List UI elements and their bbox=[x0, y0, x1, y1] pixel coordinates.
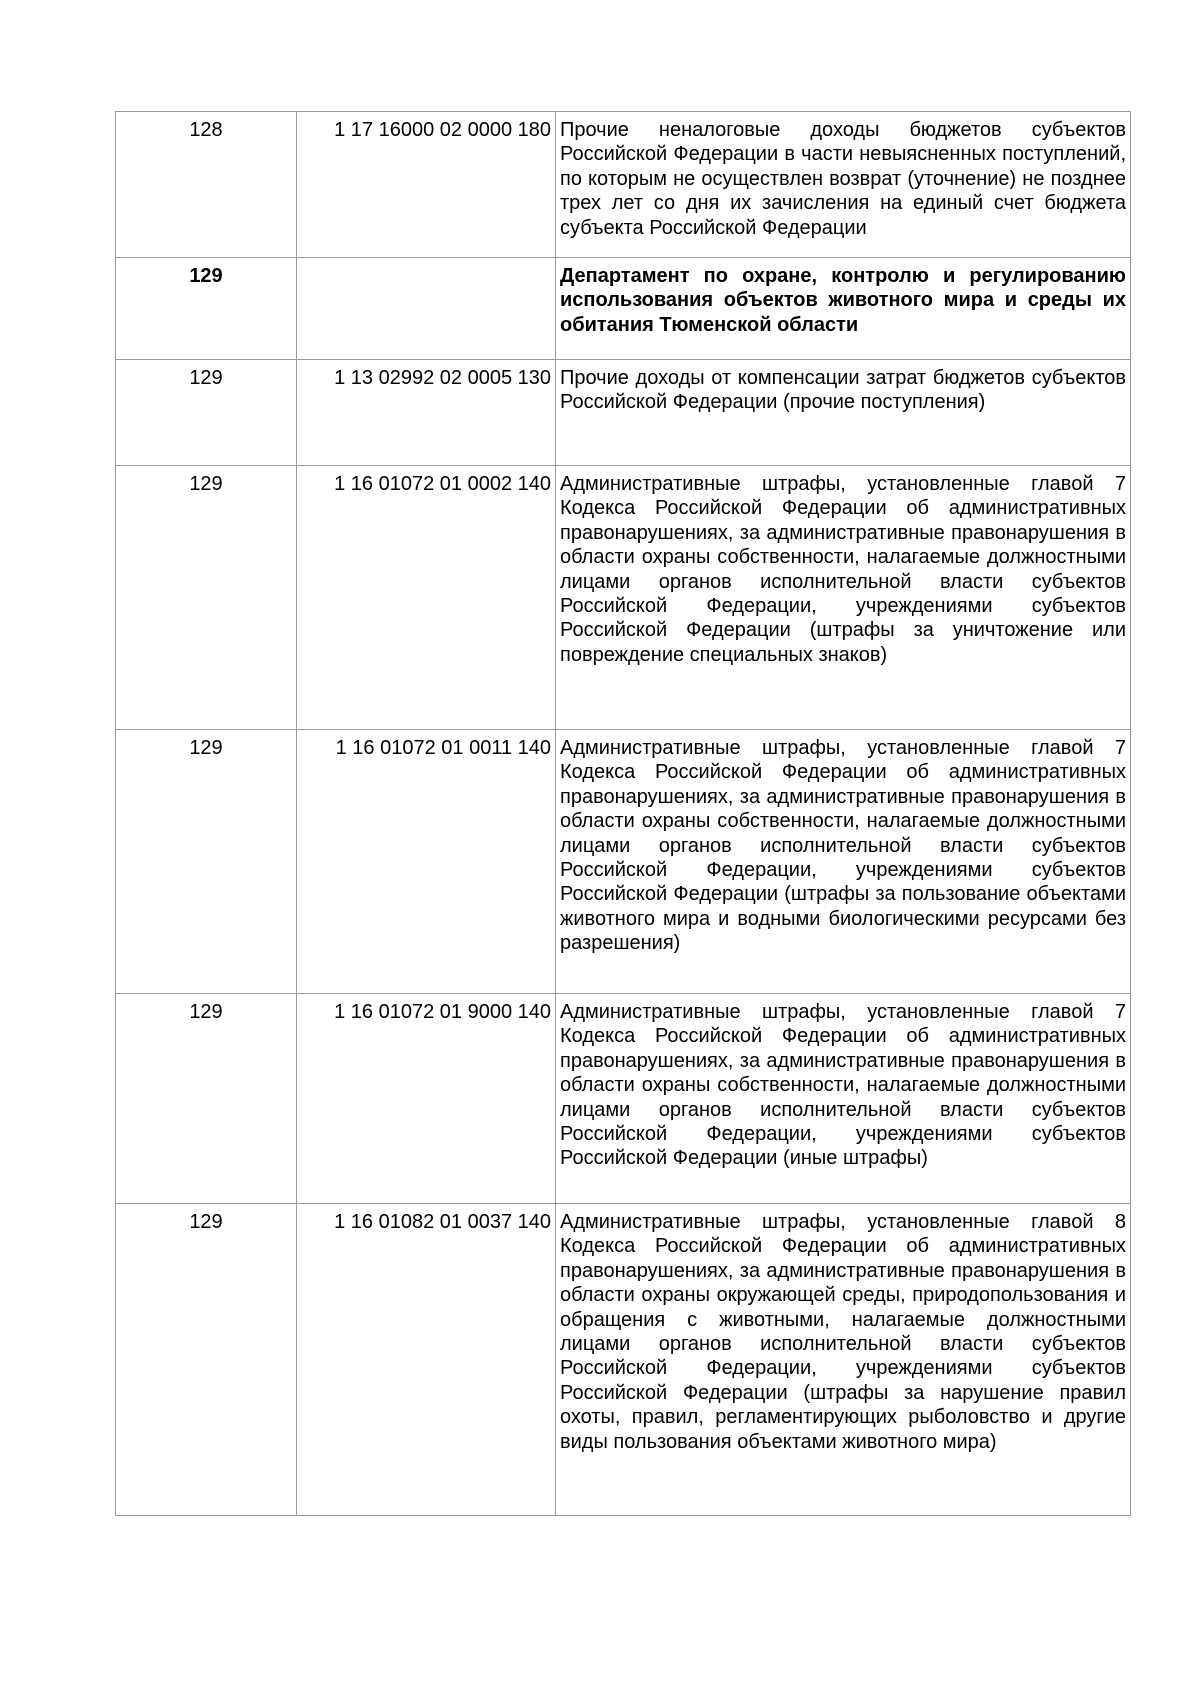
revenue-code-cell: 1 13 02992 02 0005 130 bbox=[297, 360, 556, 466]
revenue-code-cell: 1 17 16000 02 0000 180 bbox=[297, 112, 556, 258]
admin-code-cell: 129 bbox=[116, 730, 297, 994]
table-row bbox=[116, 360, 1131, 466]
revenue-code-cell bbox=[297, 258, 556, 360]
admin-code-cell: 129 bbox=[116, 466, 297, 730]
revenue-code-cell: 1 16 01072 01 0011 140 bbox=[297, 730, 556, 994]
revenue-code-cell: 1 16 01072 01 0002 140 bbox=[297, 466, 556, 730]
description-cell: Прочие неналоговые доходы бюджетов субъектов Российской Федерации в части невыясненных поступлений, по которым не осуществлен возврат (уточнение) не позднее трех лет со дня их зачисления на единый счет бюджета субъекта Российской Федерации bbox=[556, 112, 1131, 258]
admin-code-cell: 129 bbox=[116, 258, 297, 360]
description-cell: Административные штрафы, установленные главой 7 Кодекса Российской Федерации об административных правонарушениях, за административные правонарушения в области охраны собственности, налагаемые должностными лицами органов исполнительной власти субъектов Российской Федерации, учреждениями субъектов Российской Федерации (штрафы за уничтожение или повреждение специальных знаков) bbox=[556, 466, 1131, 730]
revenue-code-cell: 1 16 01072 01 9000 140 bbox=[297, 994, 556, 1204]
admin-code-cell: 129 bbox=[116, 994, 297, 1204]
admin-code-cell: 129 bbox=[116, 1204, 297, 1516]
table-row bbox=[116, 112, 1131, 258]
description-cell: Прочие доходы от компенсации затрат бюджетов субъектов Российской Федерации (прочие поступления) bbox=[556, 360, 1131, 466]
description-cell: Административные штрафы, установленные главой 7 Кодекса Российской Федерации об административных правонарушениях, за административные правонарушения в области охраны собственности, налагаемые должностными лицами органов исполнительной власти субъектов Российской Федерации, учреждениями субъектов Российской Федерации (иные штрафы) bbox=[556, 994, 1131, 1204]
table-row bbox=[116, 1204, 1131, 1516]
admin-code-cell: 128 bbox=[116, 112, 297, 258]
table-row bbox=[116, 466, 1131, 730]
revenue-codes-table bbox=[115, 111, 1131, 1516]
table-row-department bbox=[116, 258, 1131, 360]
table-row bbox=[116, 730, 1131, 994]
description-cell: Административные штрафы, установленные главой 7 Кодекса Российской Федерации об административных правонарушениях, за административные правонарушения в области охраны собственности, налагаемые должностными лицами органов исполнительной власти субъектов Российской Федерации, учреждениями субъектов Российской Федерации (штрафы за пользование объектами животного мира и водными биологическими ресурсами без разрешения) bbox=[556, 730, 1131, 994]
admin-code-cell: 129 bbox=[116, 360, 297, 466]
description-cell: Административные штрафы, установленные главой 8 Кодекса Российской Федерации об административных правонарушениях, за административные правонарушения в области охраны окружающей среды, природопользования и обращения с животными, налагаемые должностными лицами органов исполнительной власти субъектов Российской Федерации, учреждениями субъектов Российской Федерации (штрафы за нарушение правил охоты, правил, регламентирующих рыболовство и другие виды пользования объектами животного мира) bbox=[556, 1204, 1131, 1516]
table-row bbox=[116, 994, 1131, 1204]
department-name-cell: Департамент по охране, контролю и регулированию использования объектов животного мира и среды их обитания Тюменской области bbox=[556, 258, 1131, 360]
revenue-code-cell: 1 16 01082 01 0037 140 bbox=[297, 1204, 556, 1516]
